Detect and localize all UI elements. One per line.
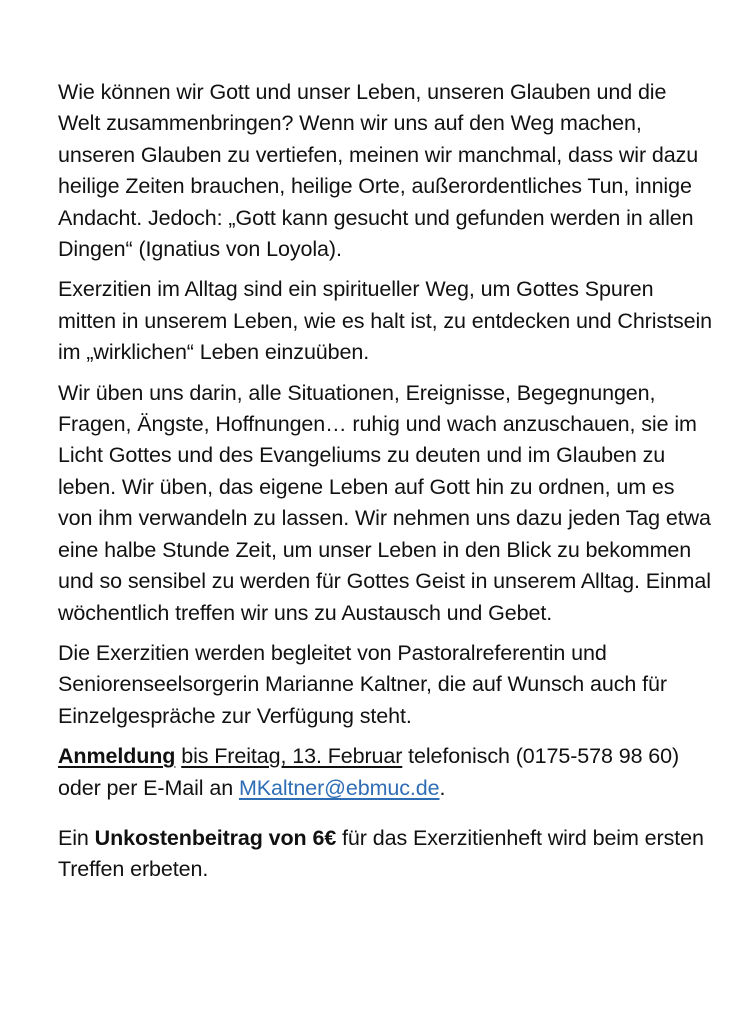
fee-label: Unkostenbeitrag von 6€ [94,825,337,850]
document-body [58,77,713,895]
fee-suffix: für das Exerzitienheft wird beim ersten Treffen erbeten. [58,825,704,882]
registration-end: . [439,775,446,800]
registration-deadline: bis Freitag, 13. Februar [181,744,403,769]
registration-paragraph [58,741,713,804]
practice-paragraph: Wir üben uns darin, alle Situationen, Ereignisse, Begegnungen, Fragen, Ängste, Hoffnungen… ruhig und wach anzuschauen, sie im Licht Gottes und des Evangeliums zu deuten und im Glauben zu leben. Wir üben, das eigene Leben auf Gott hin zu ordnen, um es von ihm verwandeln zu lassen. Wir nehmen uns dazu jeden Tag etwa eine halbe Stunde Zeit, um unser Leben in den Blick zu bekommen und so sensibel zu werden für Gottes Geist in unserem Alltag. Einmal wöchentlich treffen wir uns zu Austausch und Gebet. [58,380,711,625]
email-link[interactable]: MKaltner@ebmuc.de [238,775,440,800]
fee-prefix: Ein [58,825,95,850]
registration-label: Anmeldung [58,744,176,769]
fee-paragraph [58,823,713,886]
intro-paragraph: Wie können wir Gott und unser Leben, unseren Glauben und die Welt zusammenbringen? Wenn wir uns auf den Weg machen, unseren Glauben zu vertiefen, meinen wir manchmal, dass wir dazu heilige Zeiten brauchen, heilige Orte, außerordentliches Tun, innige Andacht. Jedoch: „Gott kann gesucht und gefunden werden in allen Dingen“ (Ignatius von Loyola). [58,80,699,262]
guidance-paragraph: Die Exerzitien werden begleitet von Pastoralreferentin und Seniorenseelsorgerin Marianne Kaltner, die auf Wunsch auch für Einzelgespräche zur Verfügung steht. [58,640,667,728]
definition-paragraph: Exerzitien im Alltag sind ein spiritueller Weg, um Gottes Spuren mitten in unserem Leben, wie es halt ist, zu entdecken und Christsein im „wirklichen“ Leben einzuüben. [58,277,712,365]
registration-contact-text: telefonisch (0175-578 98 60) oder per E-Mail an [58,744,680,800]
